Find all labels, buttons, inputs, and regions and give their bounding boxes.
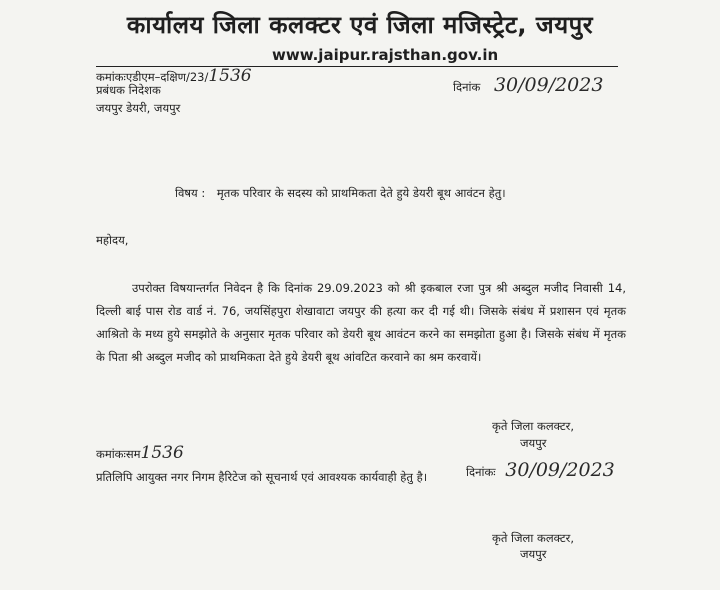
body-text: उपरोक्त विषयान्तर्गत निवेदन है कि दिनांक 29.09.2023 को श्री इकबाल रजा पुत्र श्री अब्दुल मजीद निवासी 14, दिल्ली बाई पास रोड वार्ड नं. 76, जयसिंहपुरा शेखावाटा जयपुर की हत्या कर दी गई थी। जिसके संबंध में प्रशासन एवं मृतक आश्रितो के मध्य हुये समझोते के अनुसार मृतक परिवार को डेयरी बूथ आवंटन करने का समझोता हुआ है। जिसके संबंध में मृतक के पिता श्री अब्दुल मजीद को प्राथमिकता देते हुये डेयरी बूथ आंवटित करवाने का श्रम करवायें। [96,281,626,364]
signature-2-line-1: कृते जिला कलक्टर, [492,531,575,545]
subject-label: विषय : [175,186,206,200]
reference-prefix: कमांकःएडीएम–दक्षिण/23/ [96,70,209,84]
office-website: www.jaipur.rajsthan.gov.in [272,46,499,64]
reference-date-line [453,74,603,96]
copy-reference-prefix: कमांकःसम [96,447,141,461]
copy-to-line: प्रतिलिपि आयुक्त नगर निगम हैरिटेज को सूचनार्थ एवं आवश्यक कार्यवाही हेतु है। [96,470,428,484]
signature-1-line-2: जयपुर [520,436,547,450]
copy-date-label: दिनांकः [466,465,496,479]
addressee-line-1: प्रबंधक निदेशक [96,83,161,97]
salutation: महोदय, [96,233,129,247]
signature-2-line-2: जयपुर [520,547,547,561]
copy-reference-line [96,443,184,463]
copy-date-line [466,459,615,481]
subject-line [175,186,506,201]
signature-1-line-1: कृते जिला कलक्टर, [492,419,575,433]
addressee-line-2: जयपुर डेयरी, जयपुर [96,101,181,115]
body-paragraph [96,277,626,369]
copy-date-handwritten: 30/09/2023 [505,459,615,481]
subject-text: मृतक परिवार के सदस्य को प्राथमिकता देते हुये डेयरी बूथ आवंटन हेतु। [216,186,506,200]
reference-date-label: दिनांक [453,80,481,94]
copy-reference-number-handwritten: 1536 [140,443,184,463]
reference-date-handwritten: 30/09/2023 [493,74,604,96]
reference-number-handwritten: 1536 [208,66,252,86]
office-title: कार्यालय जिला कलक्टर एवं जिला मजिस्ट्रेट, जयपुर [126,11,594,39]
